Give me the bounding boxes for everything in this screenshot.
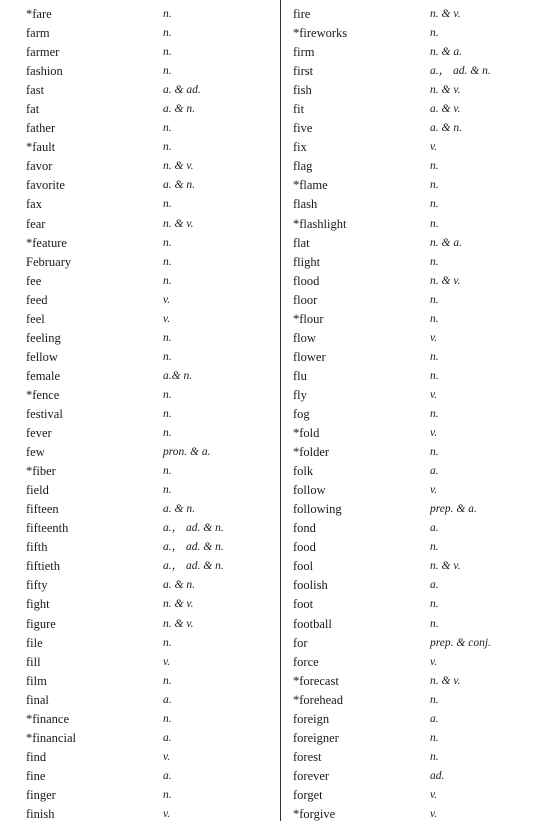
vocab-entry [26, 195, 276, 214]
vocab-entry [293, 348, 543, 367]
vocab-entry [293, 576, 543, 595]
part-of-speech: n. & v. [163, 598, 194, 611]
part-of-speech: n. & v. [430, 560, 461, 573]
part-of-speech: n. [430, 731, 439, 744]
vocab-word: fat [26, 102, 40, 117]
vocab-entry [293, 424, 543, 443]
vocab-word: farm [26, 26, 50, 41]
vocab-entry [26, 119, 276, 138]
vocab-entry [26, 5, 276, 24]
vocab-word: fee [26, 273, 42, 288]
part-of-speech: n. [163, 465, 172, 478]
vocab-entry [293, 691, 543, 710]
part-of-speech: n. [163, 388, 172, 401]
part-of-speech: a.& n. [163, 369, 193, 382]
vocab-word: fifteenth [26, 521, 69, 536]
vocab-word: foreign [293, 711, 330, 726]
vocab-word: following [293, 502, 342, 517]
part-of-speech: a. [163, 693, 172, 706]
vocab-entry [293, 329, 543, 348]
vocab-entry [26, 443, 276, 462]
vocab-entry [293, 672, 543, 691]
right-column [293, 5, 543, 824]
vocab-entry [293, 634, 543, 653]
vocab-word: *fare [26, 7, 52, 21]
vocab-entry [26, 138, 276, 157]
vocab-entry [26, 215, 276, 234]
part-of-speech: prep. & a. [430, 503, 477, 516]
vocab-entry [293, 767, 543, 786]
part-of-speech: n. & a. [430, 46, 462, 59]
vocab-word: fight [26, 597, 50, 612]
vocab-entry [26, 634, 276, 653]
vocab-entry [293, 5, 543, 24]
part-of-speech: n. [163, 674, 172, 687]
left-column [26, 5, 276, 824]
vocab-word: fond [293, 521, 316, 536]
column-divider [280, 0, 281, 821]
vocab-word: forever [293, 768, 330, 783]
part-of-speech: n. [163, 350, 172, 363]
vocab-word: flat [293, 235, 310, 250]
part-of-speech: n. [163, 712, 172, 725]
vocab-word: football [293, 616, 332, 631]
vocab-word: forget [293, 787, 323, 802]
vocab-entry [26, 329, 276, 348]
part-of-speech: n. [430, 369, 439, 382]
vocab-entry [26, 424, 276, 443]
part-of-speech: v. [163, 807, 171, 820]
part-of-speech: v. [163, 655, 171, 668]
vocab-entry [293, 786, 543, 805]
vocab-word: follow [293, 483, 326, 498]
vocab-word: first [293, 64, 314, 79]
part-of-speech: n. [430, 217, 439, 230]
vocab-word: fire [293, 7, 311, 21]
part-of-speech: a. & n. [163, 103, 195, 116]
vocab-entry [293, 43, 543, 62]
vocab-entry [26, 405, 276, 424]
part-of-speech: n. [430, 541, 439, 554]
part-of-speech: n. [430, 407, 439, 420]
part-of-speech: n. [163, 484, 172, 497]
part-of-speech: v. [430, 788, 438, 801]
vocab-entry [26, 272, 276, 291]
part-of-speech: n. [163, 636, 172, 649]
vocab-entry [26, 253, 276, 272]
vocab-entry [293, 405, 543, 424]
vocab-word: fax [26, 197, 42, 212]
vocab-entry [293, 462, 543, 481]
vocab-entry [293, 710, 543, 729]
part-of-speech: v. [430, 141, 438, 154]
vocab-entry [26, 576, 276, 595]
part-of-speech: n. [430, 198, 439, 211]
part-of-speech: a. & n. [163, 579, 195, 592]
vocab-word: fly [293, 387, 307, 402]
vocab-word: food [293, 540, 316, 555]
vocab-entry [293, 176, 543, 195]
part-of-speech: a. [430, 522, 439, 535]
vocab-word: firm [293, 45, 315, 60]
vocab-entry [26, 234, 276, 253]
part-of-speech: v. [163, 312, 171, 325]
vocab-word: five [293, 121, 313, 136]
part-of-speech: a. [430, 712, 439, 725]
part-of-speech: n. [430, 350, 439, 363]
part-of-speech: n. [163, 236, 172, 249]
vocab-word: *folder [293, 445, 330, 460]
vocab-word: file [26, 635, 43, 650]
vocab-word: flood [293, 273, 320, 288]
vocab-entry [26, 43, 276, 62]
vocab-entry [26, 157, 276, 176]
vocab-word: finish [26, 806, 55, 821]
vocab-entry [26, 81, 276, 100]
vocab-word: finger [26, 787, 56, 802]
vocab-word: *flour [293, 311, 324, 326]
part-of-speech: n. [430, 693, 439, 706]
vocab-entry [293, 100, 543, 119]
vocab-word: foolish [293, 578, 328, 593]
part-of-speech: n. [163, 198, 172, 211]
vocab-entry [293, 24, 543, 43]
vocab-entry [293, 653, 543, 672]
vocab-word: feed [26, 292, 48, 307]
vocab-entry [26, 310, 276, 329]
part-of-speech: v. [430, 427, 438, 440]
vocab-entry [26, 519, 276, 538]
vocab-word: February [26, 254, 72, 269]
vocab-word: flight [293, 254, 321, 269]
part-of-speech: a.， ad. & n. [163, 522, 224, 535]
vocab-word: *flame [293, 178, 328, 193]
vocab-entry [293, 805, 543, 824]
vocab-entry [293, 215, 543, 234]
vocab-entry [293, 748, 543, 767]
vocab-word: favorite [26, 178, 65, 193]
vocab-word: *fireworks [293, 26, 348, 41]
vocab-word: fill [26, 654, 41, 669]
part-of-speech: v. [430, 484, 438, 497]
vocab-word: find [26, 749, 47, 764]
part-of-speech: n. & v. [430, 674, 461, 687]
part-of-speech: n. [163, 427, 172, 440]
vocab-entry [293, 138, 543, 157]
vocab-word: fifteen [26, 502, 59, 517]
part-of-speech: n. [430, 617, 439, 630]
vocab-word: floor [293, 292, 318, 307]
part-of-speech: v. [163, 293, 171, 306]
part-of-speech: prep. & conj. [430, 636, 491, 649]
vocab-entry [293, 729, 543, 748]
vocab-word: *feature [26, 235, 67, 250]
part-of-speech: n. [163, 331, 172, 344]
vocab-entry [26, 62, 276, 81]
vocab-entry [26, 386, 276, 405]
part-of-speech: n. [430, 255, 439, 268]
part-of-speech: n. & v. [430, 8, 461, 20]
vocab-word: for [293, 635, 308, 650]
part-of-speech: n. [430, 750, 439, 763]
vocab-word: field [26, 483, 49, 498]
vocab-entry [293, 119, 543, 138]
vocab-word: fifty [26, 578, 48, 593]
part-of-speech: ad. [430, 769, 445, 782]
part-of-speech: a. & v. [430, 103, 461, 116]
vocab-entry [293, 195, 543, 214]
part-of-speech: a.， ad. & n. [430, 65, 491, 78]
part-of-speech: n. [163, 407, 172, 420]
vocab-entry [26, 100, 276, 119]
part-of-speech: n. [430, 312, 439, 325]
part-of-speech: n. [163, 255, 172, 268]
vocab-word: fish [293, 83, 312, 98]
vocab-entry [293, 62, 543, 81]
vocab-word: fellow [26, 349, 58, 364]
vocab-entry [26, 24, 276, 43]
vocab-word: forest [293, 749, 322, 764]
part-of-speech: a. [430, 465, 439, 478]
vocab-entry [293, 367, 543, 386]
vocab-word: fine [26, 768, 46, 783]
part-of-speech: pron. & a. [163, 446, 211, 459]
part-of-speech: n. [430, 293, 439, 306]
vocab-entry [26, 538, 276, 557]
vocab-word: flow [293, 330, 316, 345]
part-of-speech: a. & n. [163, 179, 195, 192]
vocab-word: fiftieth [26, 559, 61, 574]
vocab-entry [26, 615, 276, 634]
vocab-entry [293, 157, 543, 176]
vocab-word: *flashlight [293, 216, 347, 231]
vocab-word: fashion [26, 64, 63, 79]
part-of-speech: n. [163, 27, 172, 40]
vocab-entry [293, 519, 543, 538]
vocab-entry [26, 291, 276, 310]
vocab-word: flag [293, 159, 313, 174]
vocab-word: *finance [26, 711, 70, 726]
vocab-word: fool [293, 559, 314, 574]
vocab-entry [26, 786, 276, 805]
vocab-entry [26, 176, 276, 195]
vocab-word: feel [26, 311, 45, 326]
vocab-word: fifth [26, 540, 48, 555]
part-of-speech: n. [163, 8, 172, 20]
part-of-speech: a.， ad. & n. [163, 560, 224, 573]
vocab-word: father [26, 121, 56, 136]
part-of-speech: n. & v. [163, 617, 194, 630]
vocab-word: fear [26, 216, 46, 231]
vocab-entry [293, 500, 543, 519]
part-of-speech: n. & v. [430, 84, 461, 97]
vocab-entry [293, 538, 543, 557]
vocab-word: final [26, 692, 49, 707]
part-of-speech: v. [430, 388, 438, 401]
part-of-speech: n. & v. [163, 217, 194, 230]
part-of-speech: n. [163, 65, 172, 78]
vocab-entry [293, 291, 543, 310]
vocab-word: force [293, 654, 319, 669]
vocab-word: feeling [26, 330, 61, 345]
vocab-word: flower [293, 349, 326, 364]
part-of-speech: n. [163, 788, 172, 801]
vocab-entry [26, 710, 276, 729]
vocab-word: fog [293, 406, 310, 421]
vocab-entry [26, 653, 276, 672]
part-of-speech: v. [430, 807, 438, 820]
part-of-speech: n. [430, 160, 439, 173]
vocab-entry [26, 672, 276, 691]
vocab-word: female [26, 368, 61, 383]
vocab-word: fix [293, 140, 307, 155]
vocab-word: *forehead [293, 692, 343, 707]
part-of-speech: n. [163, 122, 172, 135]
part-of-speech: n. & v. [163, 160, 194, 173]
vocab-entry [293, 253, 543, 272]
vocab-entry [26, 462, 276, 481]
vocab-entry [26, 748, 276, 767]
part-of-speech: v. [430, 655, 438, 668]
vocab-word: *financial [26, 730, 76, 745]
vocab-entry [293, 272, 543, 291]
vocab-entry [26, 367, 276, 386]
vocab-entry [293, 386, 543, 405]
vocab-entry [293, 443, 543, 462]
vocab-entry [26, 557, 276, 576]
vocab-word: *forecast [293, 673, 339, 688]
vocab-word: festival [26, 406, 63, 421]
vocab-entry [26, 500, 276, 519]
vocab-word: foreigner [293, 730, 339, 745]
part-of-speech: a.， ad. & n. [163, 541, 224, 554]
vocab-entry [293, 557, 543, 576]
vocab-entry [26, 595, 276, 614]
part-of-speech: v. [163, 750, 171, 763]
part-of-speech: v. [430, 331, 438, 344]
part-of-speech: n. [163, 141, 172, 154]
vocab-word: foot [293, 597, 314, 612]
vocab-entry [293, 81, 543, 100]
part-of-speech: n. & a. [430, 236, 462, 249]
part-of-speech: n. [430, 179, 439, 192]
part-of-speech: a. [163, 731, 172, 744]
vocab-word: few [26, 445, 45, 460]
vocab-entry [293, 615, 543, 634]
vocab-word: *fence [26, 387, 60, 402]
vocab-entry [26, 348, 276, 367]
part-of-speech: n. [430, 598, 439, 611]
part-of-speech: a. & n. [163, 503, 195, 516]
vocab-word: *forgive [293, 806, 336, 821]
vocab-word: flash [293, 197, 318, 212]
vocab-word: farmer [26, 45, 60, 60]
part-of-speech: a. [430, 579, 439, 592]
vocab-word: *fault [26, 140, 56, 155]
vocab-word: *fold [293, 426, 320, 441]
part-of-speech: n. [430, 27, 439, 40]
part-of-speech: n. [430, 446, 439, 459]
vocab-entry [26, 481, 276, 500]
part-of-speech: a. [163, 769, 172, 782]
vocab-word: fever [26, 426, 52, 441]
vocab-word: favor [26, 159, 53, 174]
vocab-word: folk [293, 464, 314, 479]
vocab-word: flu [293, 368, 307, 383]
vocab-entry [293, 481, 543, 500]
part-of-speech: a. & n. [430, 122, 462, 135]
vocab-word: figure [26, 616, 56, 631]
vocab-word: *fiber [26, 464, 56, 479]
vocab-entry [293, 595, 543, 614]
part-of-speech: n. [163, 274, 172, 287]
vocab-entry [26, 691, 276, 710]
part-of-speech: n. [163, 46, 172, 59]
part-of-speech: n. & v. [430, 274, 461, 287]
vocab-entry [293, 310, 543, 329]
vocab-word: fast [26, 83, 45, 98]
vocab-entry [26, 767, 276, 786]
vocab-entry [26, 805, 276, 824]
vocab-entry [26, 729, 276, 748]
vocab-entry [293, 234, 543, 253]
vocab-word: fit [293, 102, 305, 117]
part-of-speech: a. & ad. [163, 84, 201, 97]
vocab-word: film [26, 673, 47, 688]
